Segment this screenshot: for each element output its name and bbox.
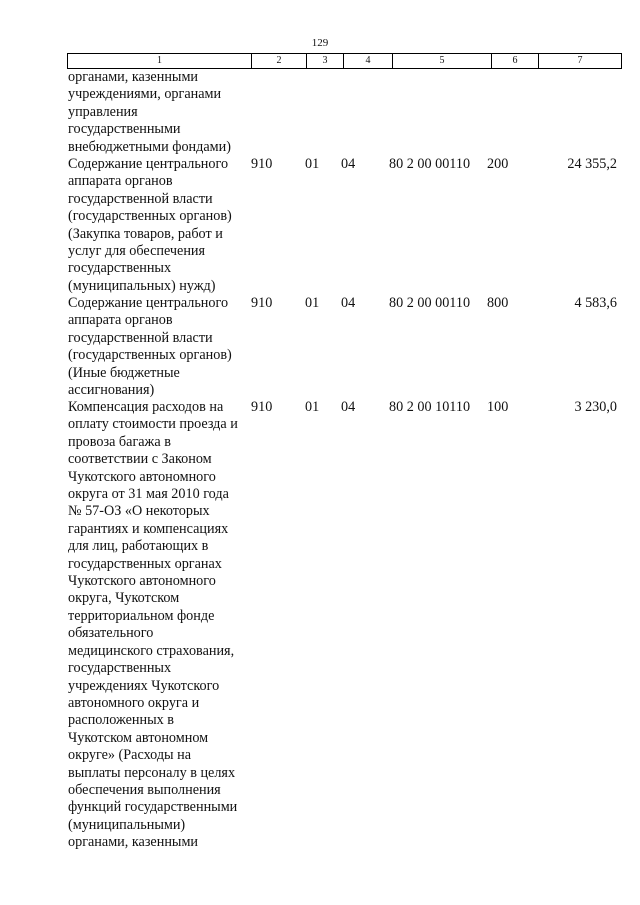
row-target-code: 80 2 00 00110 [389, 156, 471, 172]
row-description: органами, казенными учреждениями, органами управления государственными внебюджетными фондами) [68, 69, 231, 155]
row-target-code: 80 2 00 10110 [389, 399, 471, 415]
row-amount: 4 583,6 [574, 295, 617, 311]
row-expense-type: 800 [487, 295, 509, 311]
row-section-code: 01 [305, 156, 320, 172]
row-amount: 3 230,0 [574, 399, 617, 415]
row-expense-type: 200 [487, 156, 509, 172]
header-col-4: 4 [343, 54, 392, 68]
header-col-1: 1 [157, 55, 162, 66]
row-subsection-code: 04 [341, 156, 356, 172]
page-number: 129 [311, 37, 329, 49]
row-section-code: 01 [305, 295, 320, 311]
row-subsection-code: 04 [341, 295, 356, 311]
row-amount: 24 355,2 [567, 156, 617, 172]
row-expense-type: 100 [487, 399, 509, 415]
row-ministry-code: 910 [251, 295, 273, 311]
row-ministry-code: 910 [251, 399, 273, 415]
header-col-2: 2 [251, 54, 306, 68]
row-subsection-code: 04 [341, 399, 356, 415]
header-col-7: 7 [538, 54, 621, 68]
table-header [67, 53, 622, 69]
row-ministry-code: 910 [251, 156, 273, 172]
row-description: Содержание центрального аппарата органов государственной власти (государственных органов) (Иные бюджетные ассигнования) [68, 295, 232, 399]
header-col-5: 5 [392, 54, 491, 68]
row-description: Компенсация расходов на оплату стоимости проезда и провоза багажа в соответствии с Законом Чукотского автономного округа от 31 мая 2010 года № 57-ОЗ «О некоторых гарантиях и компенсациях для лиц, работающих в государственных органах Чукотского автономного округа, Чукотском территориальном фонде обязательного медицинского страхования, государственных учреждениях Чукотского автономного округа и расположенных в Чукотском автономном округе» (Расходы на выплаты персоналу в целях обеспечения выполнения функций государственными (муниципальными) органами, казенными [68, 399, 238, 851]
row-target-code: 80 2 00 00110 [389, 295, 471, 311]
row-description: Содержание центрального аппарата органов государственной власти (государственных органов) (Закупка товаров, работ и услуг для обеспечения государственных (муниципальных) нужд) [68, 156, 232, 294]
header-col-3: 3 [306, 54, 343, 68]
header-col-6: 6 [491, 54, 538, 68]
row-section-code: 01 [305, 399, 320, 415]
